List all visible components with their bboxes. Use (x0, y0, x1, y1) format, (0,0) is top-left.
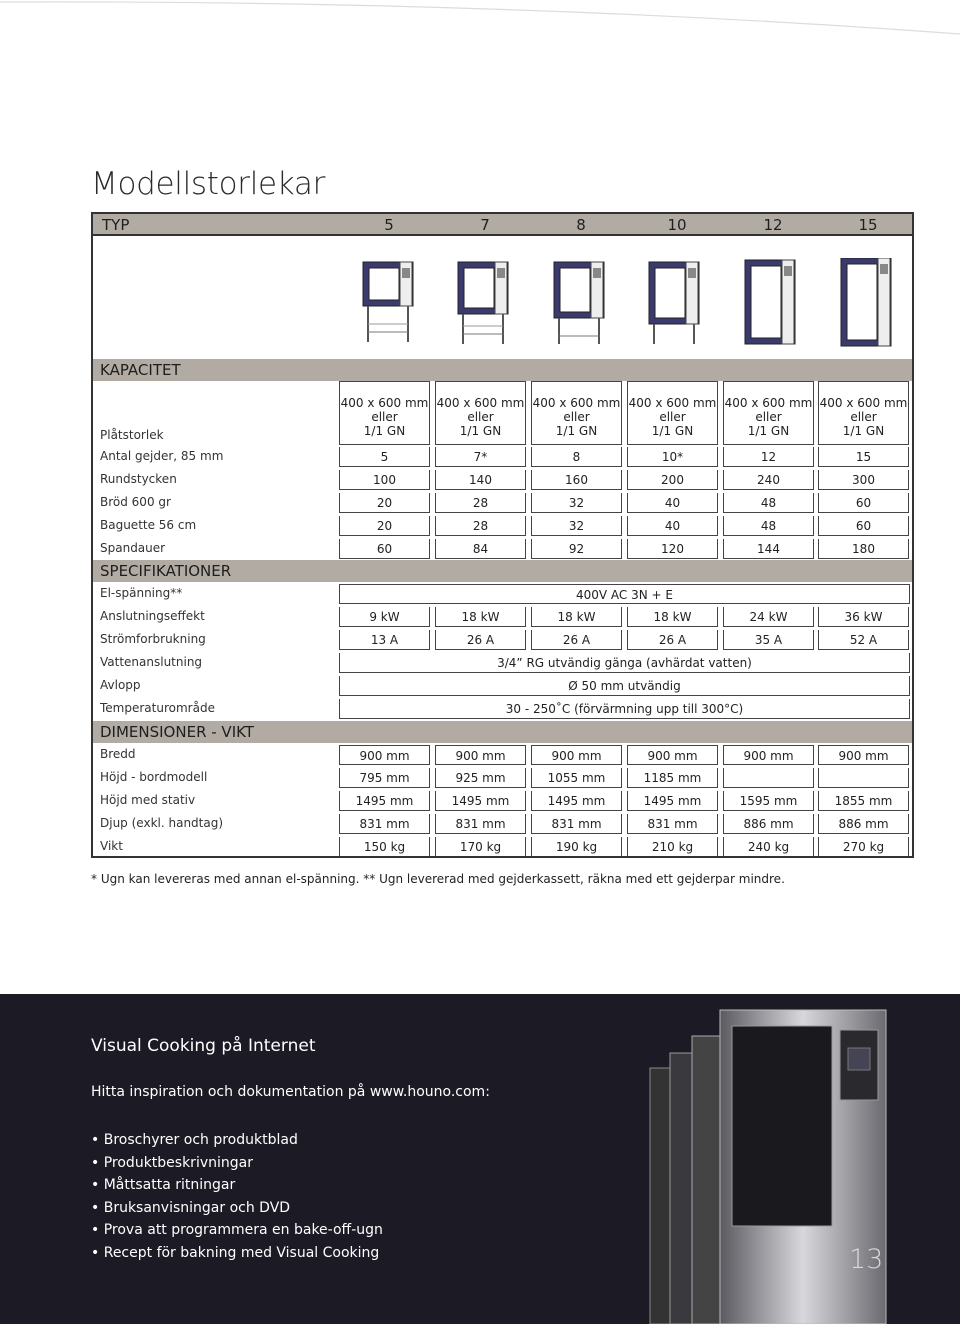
table-cell: 400V AC 3N + E (339, 584, 910, 604)
table-cell: 180 (818, 539, 909, 559)
typ-size: 15 (858, 216, 878, 234)
table-cell: 60 (818, 493, 909, 513)
platstorlek-line: eller (755, 410, 782, 424)
table-cell: 18 kW (435, 607, 526, 627)
row-label: Vikt (100, 839, 123, 853)
table-cell: 170 kg (435, 837, 526, 857)
platstorlek-line: eller (467, 410, 494, 424)
platstorlek-line: 1/1 GN (555, 424, 598, 438)
table-cell: 210 kg (627, 837, 718, 857)
row-label: Antal gejder, 85 mm (100, 449, 224, 463)
platstorlek-line: 400 x 600 mm (819, 396, 908, 410)
table-cell: 1055 mm (531, 768, 622, 788)
table-cell: 900 mm (723, 745, 814, 765)
table-cell: 3/4” RG utvändig gänga (avhärdat vatten) (339, 653, 910, 673)
platstorlek-line: 400 x 600 mm (436, 396, 525, 410)
table-cell: 7* (435, 447, 526, 467)
table-cell: 10* (627, 447, 718, 467)
row-label: El-spänning** (100, 586, 183, 600)
table-cell: 300 (818, 470, 909, 490)
internet-heading: Visual Cooking på Internet (91, 1036, 316, 1056)
table-cell: 5 (339, 447, 430, 467)
table-cell: 831 mm (435, 814, 526, 834)
row-label: Bredd (100, 747, 136, 761)
table-cell: 26 A (435, 630, 526, 650)
platstorlek-line: 1/1 GN (363, 424, 406, 438)
footnote: * Ugn kan levereras med annan el-spänning. ** Ugn levererad med gejderkassett, räkna med ett gejderpar mindre. (91, 872, 785, 886)
table-cell: 925 mm (435, 768, 526, 788)
table-cell (818, 768, 909, 788)
table-cell: 92 (531, 539, 622, 559)
table-cell: 9 kW (339, 607, 430, 627)
table-cell: 60 (339, 539, 430, 559)
platstorlek-line: 400 x 600 mm (532, 396, 621, 410)
table-cell: 831 mm (339, 814, 430, 834)
table-cell: 900 mm (627, 745, 718, 765)
platstorlek-line: eller (563, 410, 590, 424)
table-cell: 1595 mm (723, 791, 814, 811)
row-label: Plåtstorlek (100, 428, 164, 442)
platstorlek-line: eller (659, 410, 686, 424)
list-item: • Måttsatta ritningar (91, 1174, 383, 1197)
platstorlek-line: eller (850, 410, 877, 424)
table-cell: 13 A (339, 630, 430, 650)
kapacitet-section-header (91, 359, 914, 381)
table-cell: 900 mm (818, 745, 909, 765)
specifikationer-section-header (91, 560, 914, 582)
table-cell: 795 mm (339, 768, 430, 788)
table-cell: 1185 mm (627, 768, 718, 788)
table-cell: 150 kg (339, 837, 430, 857)
oven-illustration-5 (362, 258, 416, 348)
table-cell: 160 (531, 470, 622, 490)
row-label: Djup (exkl. handtag) (100, 816, 224, 830)
table-cell: 18 kW (627, 607, 718, 627)
table-cell: 200 (627, 470, 718, 490)
platstorlek-line: 1/1 GN (651, 424, 694, 438)
table-cell: 240 (723, 470, 814, 490)
typ-label: TYP (102, 216, 130, 234)
typ-size: 12 (763, 216, 783, 234)
oven-lineup-photo (630, 1008, 890, 1324)
table-cell: 32 (531, 493, 622, 513)
table-cell: 60 (818, 516, 909, 536)
row-label: Rundstycken (100, 472, 177, 486)
table-cell: 26 A (627, 630, 718, 650)
table-cell (531, 381, 622, 445)
row-label: Bröd 600 gr (100, 495, 171, 509)
row-label: Höjd - bordmodell (100, 770, 208, 784)
page-number: 13 (849, 1244, 884, 1275)
table-cell: 15 (818, 447, 909, 467)
table-cell: 1495 mm (435, 791, 526, 811)
row-label: Anslutningseffekt (100, 609, 205, 623)
typ-size: 8 (576, 216, 586, 234)
table-cell: 1855 mm (818, 791, 909, 811)
list-item: • Bruksanvisningar och DVD (91, 1197, 383, 1220)
dimensioner-section-header (91, 721, 914, 743)
table-cell (627, 381, 718, 445)
oven-illustration-15 (840, 258, 894, 348)
oven-illustration-10 (648, 258, 702, 348)
table-cell (339, 381, 430, 445)
oven-illustration-8 (553, 258, 607, 348)
table-cell: 36 kW (818, 607, 909, 627)
table-cell: 886 mm (818, 814, 909, 834)
table-cell: 20 (339, 516, 430, 536)
row-label: Strömforbrukning (100, 632, 206, 646)
table-cell: 1495 mm (627, 791, 718, 811)
table-cell: 900 mm (531, 745, 622, 765)
row-label: Temperaturområde (100, 701, 215, 715)
page-title: Modellstorlekar (91, 166, 326, 202)
table-cell: 12 (723, 447, 814, 467)
table-cell: 240 kg (723, 837, 814, 857)
table-cell: 26 A (531, 630, 622, 650)
typ-header-row (91, 212, 914, 236)
table-cell: 886 mm (723, 814, 814, 834)
row-label: Avlopp (100, 678, 141, 692)
table-cell: Ø 50 mm utvändig (339, 676, 910, 696)
table-cell: 900 mm (435, 745, 526, 765)
table-cell: 28 (435, 493, 526, 513)
table-cell: 28 (435, 516, 526, 536)
list-item: • Recept för bakning med Visual Cooking (91, 1242, 383, 1265)
platstorlek-line: 1/1 GN (842, 424, 885, 438)
platstorlek-line: 1/1 GN (459, 424, 502, 438)
table-cell: 84 (435, 539, 526, 559)
table-cell: 48 (723, 516, 814, 536)
table-cell: 40 (627, 516, 718, 536)
row-label: Vattenanslutning (100, 655, 203, 669)
table-cell: 190 kg (531, 837, 622, 857)
oven-illustration-7 (457, 258, 511, 348)
row-label: Höjd med stativ (100, 793, 196, 807)
table-cell: 100 (339, 470, 430, 490)
table-cell: 270 kg (818, 837, 909, 857)
row-label: Spandauer (100, 541, 166, 555)
table-cell: 831 mm (531, 814, 622, 834)
internet-info-panel (0, 994, 960, 1324)
platstorlek-line: 400 x 600 mm (724, 396, 813, 410)
platstorlek-line: 400 x 600 mm (628, 396, 717, 410)
table-cell: 1495 mm (339, 791, 430, 811)
dimensioner-label: DIMENSIONER - VIKT (100, 723, 254, 741)
resource-list (91, 1129, 383, 1265)
typ-size: 7 (480, 216, 490, 234)
list-item: • Prova att programmera en bake-off-ugn (91, 1219, 383, 1242)
table-cell: 20 (339, 493, 430, 513)
typ-size: 5 (384, 216, 394, 234)
platstorlek-line: 400 x 600 mm (340, 396, 429, 410)
table-cell (723, 768, 814, 788)
specifikationer-label: SPECIFIKATIONER (100, 562, 232, 580)
table-cell (818, 381, 909, 445)
table-cell: 30 - 250˚C (förvärmning upp till 300°C) (339, 699, 910, 719)
table-cell: 18 kW (531, 607, 622, 627)
typ-size: 10 (667, 216, 687, 234)
table-cell: 144 (723, 539, 814, 559)
internet-intro: Hitta inspiration och dokumentation på www.houno.com: (91, 1084, 490, 1100)
platstorlek-line: 1/1 GN (747, 424, 790, 438)
table-cell: 35 A (723, 630, 814, 650)
list-item: • Broschyrer och produktblad (91, 1129, 383, 1152)
table-cell (435, 381, 526, 445)
table-cell: 1495 mm (531, 791, 622, 811)
kapacitet-label: KAPACITET (100, 361, 181, 379)
row-label: Baguette 56 cm (100, 518, 197, 532)
oven-illustration-12 (744, 258, 798, 348)
table-cell: 140 (435, 470, 526, 490)
table-cell: 8 (531, 447, 622, 467)
table-cell: 24 kW (723, 607, 814, 627)
table-cell (723, 381, 814, 445)
table-cell: 120 (627, 539, 718, 559)
list-item: • Produktbeskrivningar (91, 1152, 383, 1175)
platstorlek-line: eller (371, 410, 398, 424)
table-cell: 52 A (818, 630, 909, 650)
table-cell: 900 mm (339, 745, 430, 765)
table-cell: 48 (723, 493, 814, 513)
table-cell: 40 (627, 493, 718, 513)
table-cell: 831 mm (627, 814, 718, 834)
table-cell: 32 (531, 516, 622, 536)
decorative-top-curve (0, 0, 960, 40)
